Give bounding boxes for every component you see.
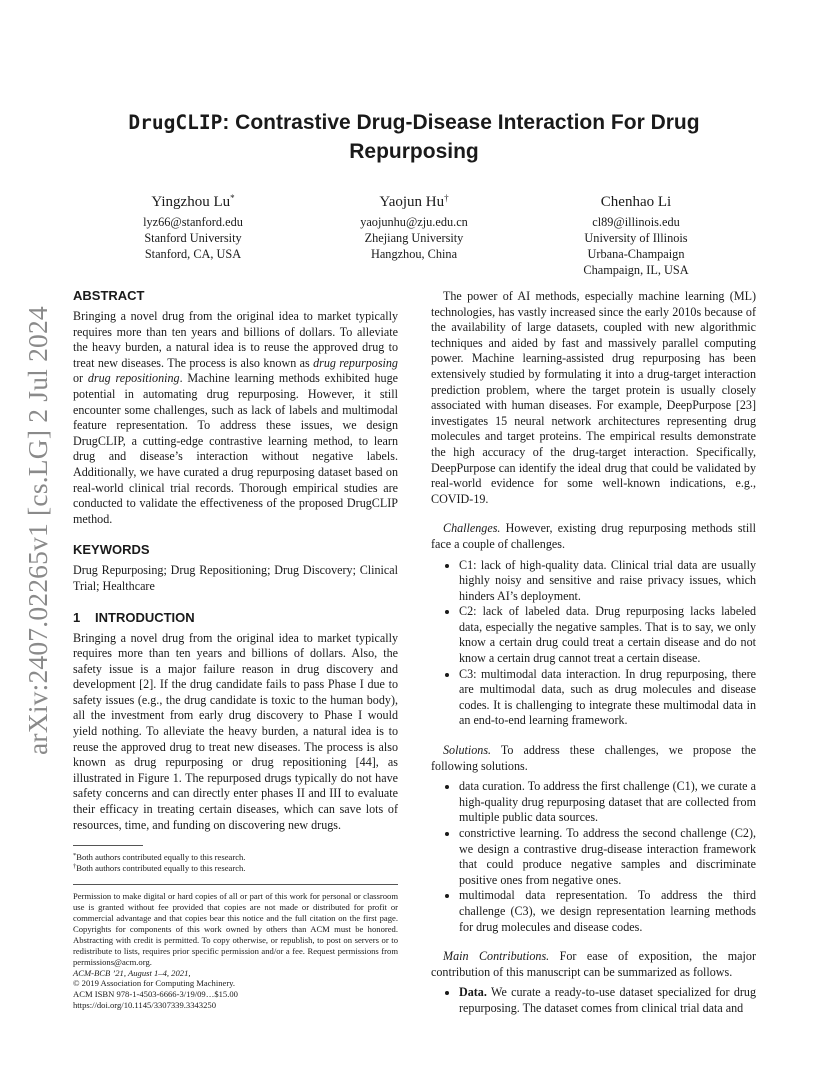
contributions-list bbox=[431, 985, 756, 1016]
author-location: Stanford, CA, USA bbox=[144, 247, 242, 261]
paragraph: Challenges. However, existing drug repurposing methods still face a couple of challenges. bbox=[431, 521, 756, 551]
list-item: • C2: lack of labeled data. Drug repurposing lacks labeled data, especially the negative samples. That is to say, we only know a certain drug could treat a certain disease and do not know a certain drug cannot treat a certain disease. bbox=[459, 604, 756, 666]
author-block bbox=[113, 192, 273, 262]
author-email: lyz66@stanford.edu bbox=[143, 215, 243, 229]
paragraph: Solutions. To address these challenges, we propose the following solutions. bbox=[431, 743, 756, 773]
list-item: • C3: multimodal data interaction. In drug repurposing, there are multimodal data, such as drug molecules and disease codes. It is challenging to integrate these multimodal data in an end-to-end learning framework. bbox=[459, 667, 756, 729]
right-column bbox=[431, 289, 756, 1017]
introduction-text: Bringing a novel drug from the original idea to market typically requires more than ten years and billions of dollars. Also, the safety issue is a major failure reason in drug discovery and development [2]. If the drug candidate fails to pass Phase I due to safety issues (e.g., the drug candidate is toxic to the human body), all the investment from early drug discovery to Phase I would yield nothing. To alleviate the heavy burden, a natural idea is to reuse the approved drug to treat new diseases. The process is also known as drug repurposing or drug repositioning [44], as illustrated in Figure 1. The repurposed drugs typically do not have safety concerns and can directly enter phases II and III to evaluate their efficacy in treating certain diseases, which can save lots of resources, time, and funding on discovering new drugs. bbox=[73, 630, 398, 832]
abstract-heading: ABSTRACT bbox=[73, 288, 145, 303]
author-block bbox=[556, 192, 716, 278]
author-location: Hangzhou, China bbox=[370, 247, 458, 261]
introduction-heading: 1 INTRODUCTION bbox=[73, 609, 195, 625]
author-email: cl89@illinois.edu bbox=[592, 215, 680, 229]
list-item: • data curation. To address the first challenge (C1), we curate a high-quality drug repurposing dataset that are collected from multiple public data sources. bbox=[459, 779, 756, 826]
isbn: ACM ISBN 978-1-4503-6666-3/19/09…$15.00 bbox=[73, 989, 238, 1000]
author-affiliation: Stanford University bbox=[144, 231, 242, 245]
permission-divider bbox=[73, 884, 398, 885]
doi-link[interactable]: https://doi.org/10.1145/3307339.3343250 bbox=[73, 1000, 216, 1011]
author-name: Yaojun Hu bbox=[379, 194, 445, 210]
footnote-divider bbox=[73, 845, 143, 846]
footnote: *Both authors contributed equally to this research. bbox=[73, 852, 246, 863]
list-item: • multimodal data representation. To address the third challenge (C3), we design representation learning methods for drug molecules and disease codes. bbox=[459, 888, 756, 935]
abstract-text: Bringing a novel drug from the original idea to market typically requires more than ten years and billions of dollars. To alleviate the heavy burden, a natural idea is to reuse the approved drug to treat new diseases. The process is also known as drug repurposing or drug repositioning. Machine learning methods exhibited huge potential in automating drug repurposing. However, it still encounter some challenges, such as lack of labels and multimodal feature representation. To address these issues, we design DrugCLIP, a cutting-edge contrastive learning method, to learn drug and disease’s interaction without negative labels. Additionally, we have curated a drug repurposing dataset based on real-world clinical trial records. Thorough empirical studies are conducted to validate the effectiveness of the proposed DrugCLIP method. bbox=[73, 309, 398, 526]
author-mark: † bbox=[444, 193, 449, 203]
venue: ACM-BCB ’21, August 1–4, 2021, bbox=[73, 967, 191, 978]
keywords-text: Drug Repurposing; Drug Repositioning; Drug Discovery; Clinical Trial; Healthcare bbox=[73, 563, 398, 593]
author-name: Yingzhou Lu bbox=[151, 194, 231, 210]
title-line-1-rest: : Contrastive Drug-Disease Interaction For Drug bbox=[222, 111, 700, 134]
copyright: © 2019 Association for Computing Machinery. bbox=[73, 978, 236, 989]
permission-notice: Permission to make digital or hard copies of all or part of this work for personal or classroom use is granted without fee provided that copies are not made or distributed for profit or commercial advantage and that copies bear this notice and the full citation on the first page. Copyrights for components of this work owned by others than ACM must be honored. Abstracting with credit is permitted. To copy otherwise, or republish, to post on servers or to redistribute to lists, requires prior specific permission and/or a fee. Request permissions from permissions@acm.org. ACM-BCB ’21, August 1–4, 2021, © 2019 Association for Computing Machinery. ACM ISBN 978-1-4503-6666-3/19/09…$15.00 https://doi.org/10.1145/3307339.3343250 bbox=[73, 891, 398, 1011]
author-affiliation: Zhejiang University bbox=[364, 231, 464, 245]
solutions-list bbox=[431, 779, 756, 935]
author-location: Champaign, IL, USA bbox=[583, 263, 689, 277]
paragraph: The power of AI methods, especially machine learning (ML) technologies, has vastly increased since the early 2010s because of the availability of large datasets, coupled with new algorithmic techniques and aided by fast and massively parallel computing power. Machine learning-assisted drug repurposing has been extensively studied by formulating it into a drug-target interaction prediction problem, where the target protein is usually closely associated with human diseases. For example, DeepPurpose [23] investigates 15 neural network architectures representing drug molecules and target proteins. The empirical results demonstrate the high accuracy of the drug-target interaction. Specifically, DeepPurpose can identify the ideal drug that could be validated by real-world evidence for some well-known indications, e.g., COVID-19. bbox=[431, 289, 756, 506]
list-item: • C1: lack of high-quality data. Clinical trial data are usually highly noisy and sensitive and raise privacy issues, which hinders AI’s deployment. bbox=[459, 558, 756, 605]
list-item: • Data. We curate a ready-to-use dataset specialized for drug repurposing. The dataset comes from clinical trial data and bbox=[459, 985, 756, 1016]
challenges-list bbox=[431, 558, 756, 730]
author-mark: * bbox=[230, 193, 235, 203]
list-item: • constrictive learning. To address the second challenge (C2), we design a contrastive drug-disease interaction framework that could produce negative samples and discriminate positive ones from negative ones. bbox=[459, 826, 756, 888]
title-line-2: Repurposing bbox=[349, 140, 479, 163]
author-block bbox=[334, 192, 494, 262]
author-affiliation-campus: Urbana-Champaign bbox=[587, 247, 685, 261]
keywords-heading: KEYWORDS bbox=[73, 542, 150, 558]
arxiv-identifier: arXiv:2407.02265v1 [cs.LG] 2 Jul 2024 bbox=[22, 306, 53, 755]
title-mono-part: DrugCLIP bbox=[128, 111, 223, 134]
left-column bbox=[73, 287, 398, 1011]
author-email: yaojunhu@zju.edu.cn bbox=[360, 215, 468, 229]
author-name: Chenhao Li bbox=[600, 194, 672, 210]
paper-title bbox=[90, 108, 738, 166]
footnote: †Both authors contributed equally to this research. bbox=[73, 863, 246, 874]
author-affiliation: University of Illinois bbox=[584, 231, 688, 245]
section-number: 1 bbox=[73, 609, 81, 625]
paragraph: Main Contributions. For ease of exposition, the major contribution of this manuscript can be summarized as follows. bbox=[431, 949, 756, 979]
